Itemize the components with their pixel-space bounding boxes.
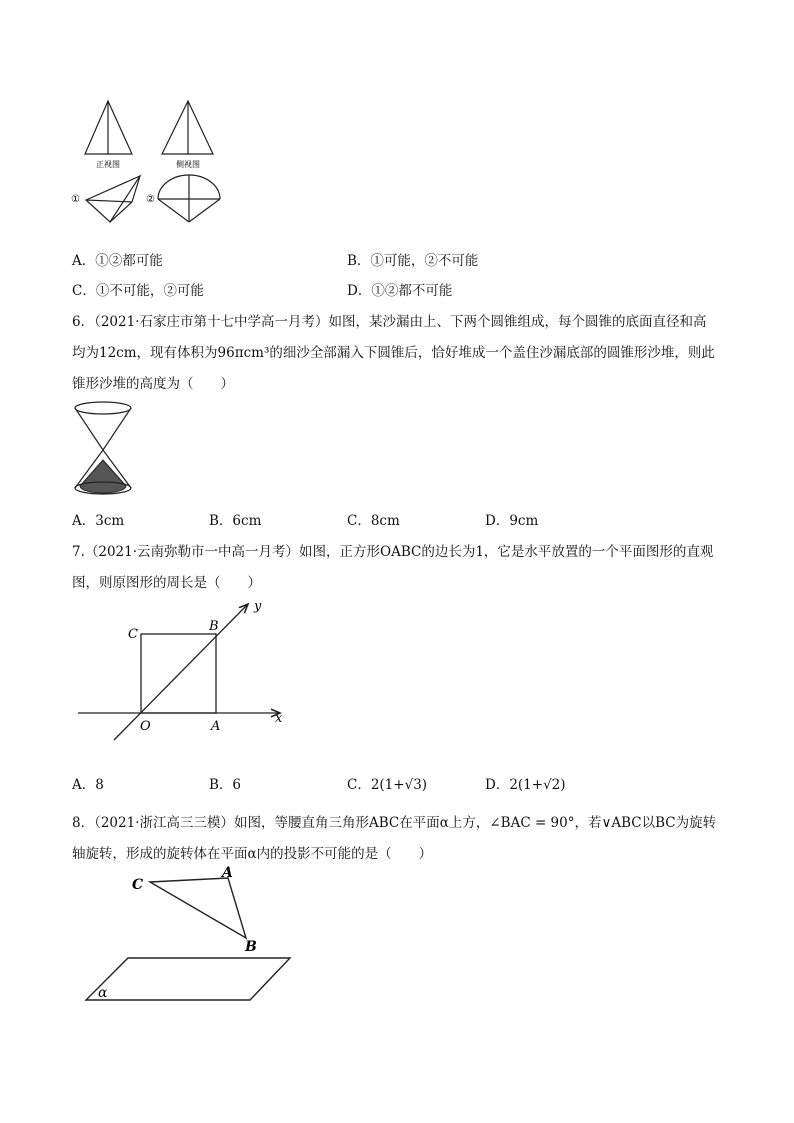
q7-option-c[interactable]: C．2(1+√3) [347,777,428,793]
label-b: B [209,619,219,634]
label-c-triangle: C [132,877,144,893]
side-view-diagram [162,101,213,154]
solid-2-diagram [158,175,220,222]
label-alpha: α [98,985,108,1001]
q6-option-b[interactable]: B．6cm [209,513,262,529]
label-x: x [275,711,283,726]
q6-option-d[interactable]: D．9cm [485,513,539,529]
front-view-diagram [85,101,132,154]
solid-1-diagram [86,176,140,222]
label-y: y [254,599,262,614]
q5-option-a[interactable]: A．①②都可能 [72,253,163,269]
triangle-plane-figure [80,862,300,1007]
sand-pile [80,460,126,493]
solid-2-mark: ② [146,194,155,205]
q6-text-line1: 6．（2021·石家庄市第十七中学高一月考）如图，某沙漏由上、下两个圆锥组成，每个圆锥的底面直径和高 [72,314,707,330]
q6-option-a[interactable]: A．3cm [72,513,125,529]
label-a-triangle: A [222,865,233,881]
q6-text-line3: 锥形沙堆的高度为（ ） [72,376,234,392]
q7-text-line2: 图，则原图形的周长是（ ） [72,575,261,591]
front-view-label: 正视图 [96,160,120,169]
label-a: A [211,719,221,734]
q7-text-line1: 7.（2021·云南弥勒市一中高一月考）如图，正方形OABC的边长为1，它是水平放置的一个平面图形的直观 [72,544,714,560]
q7-option-b[interactable]: B．6 [209,777,242,793]
q8-text-line2: 轴旋转，形成的旋转体在平面α内的投影不可能的是（ ） [72,846,433,862]
q5-option-b[interactable]: B．①可能，②不可能 [347,253,479,269]
q5-option-c[interactable]: C．①不可能，②可能 [72,283,204,299]
label-o: O [140,719,151,734]
solid-1-mark: ① [71,194,80,205]
q7-option-d[interactable]: D．2(1+√2) [485,777,566,793]
hourglass-figure [70,398,140,498]
three-view-figure [70,96,230,236]
q6-option-c[interactable]: C．8cm [347,513,400,529]
q6-text-line2: 均为12cm，现有体积为96πcm³的细沙全部漏入下圆锥后，恰好堆成一个盖住沙漏底部的圆锥形沙堆，则此 [72,345,715,361]
q8-text-line1: 8．（2021·浙江高三三模）如图，等腰直角三角形ABC在平面α上方，∠BAC = 90°，若∨ABC以BC为旋转 [72,815,717,831]
label-c: C [128,627,138,642]
side-view-label: 侧视图 [176,160,200,169]
q7-option-a[interactable]: A．8 [72,777,104,793]
square-oabc-figure [70,594,300,744]
label-b-triangle: B [245,939,257,955]
q5-option-d[interactable]: D．①②都不可能 [347,283,453,299]
